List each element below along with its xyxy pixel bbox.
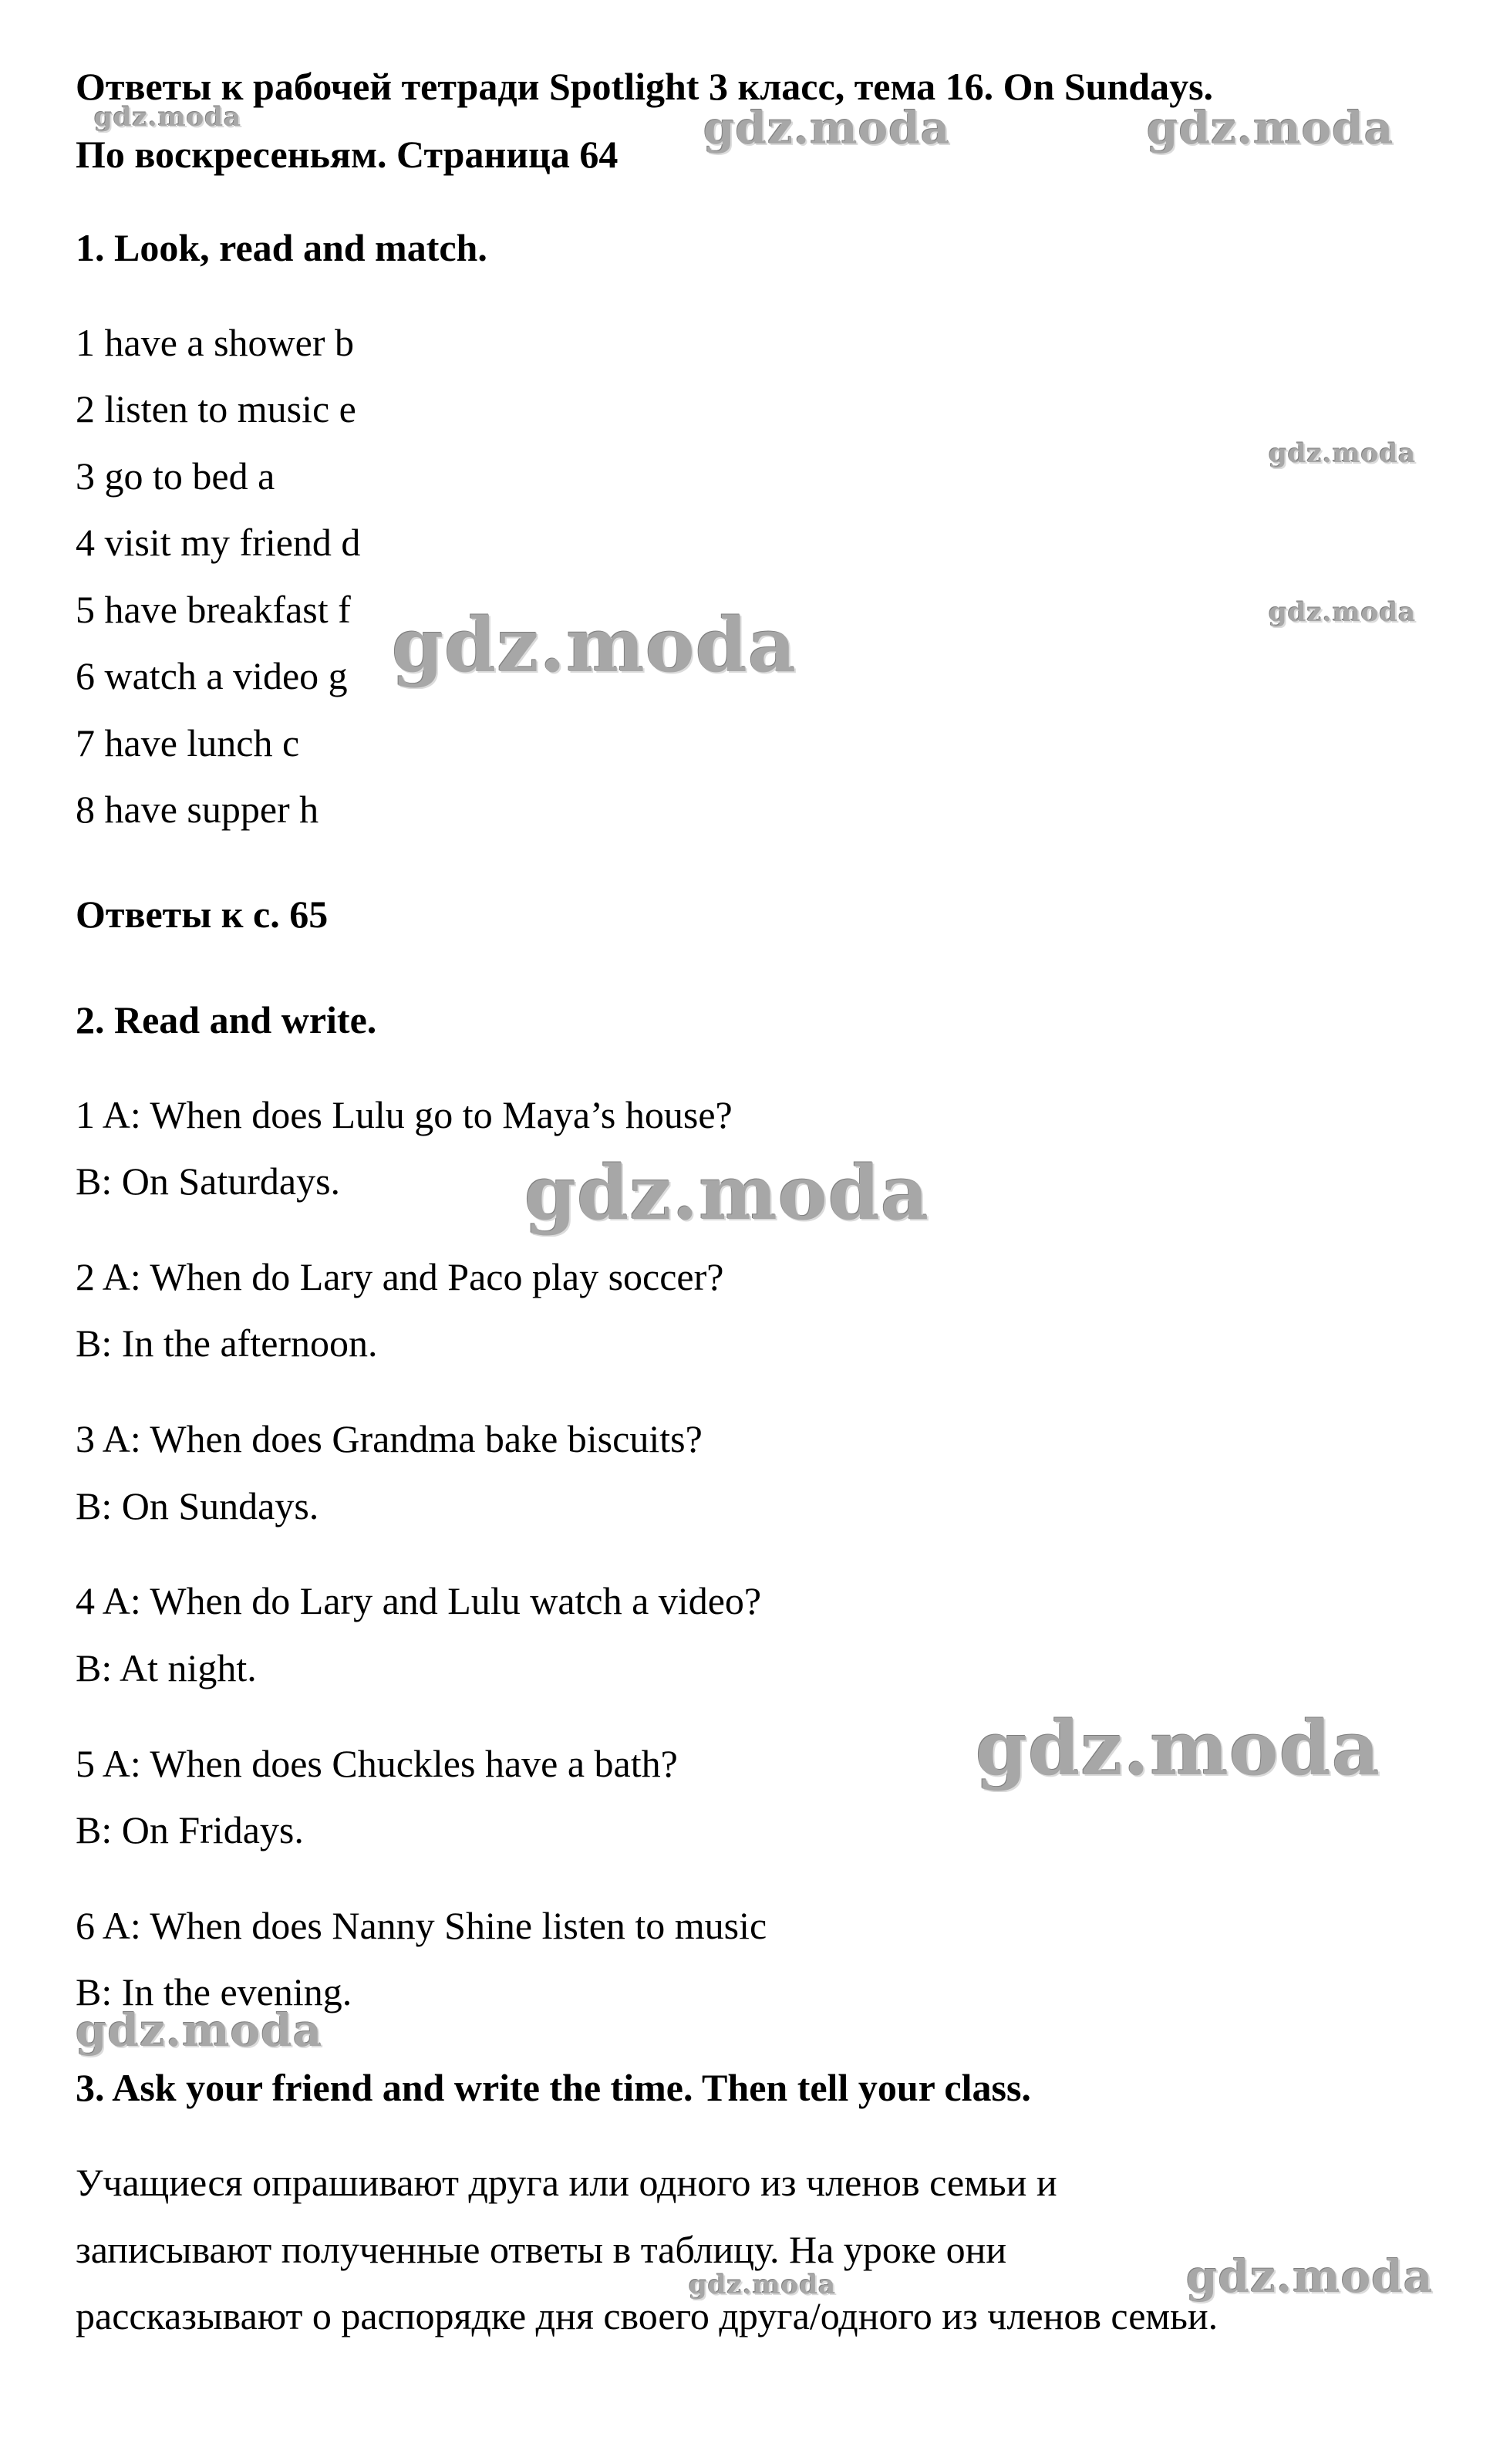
exercise-2-title: 2. Read and write. [76,998,377,1041]
dialogue-answer: B: In the afternoon. [76,1321,378,1365]
dialogue-answer: B: On Sundays. [76,1484,319,1527]
watermark: gdz.moda [689,2270,837,2300]
dialogue-answer: B: On Fridays. [76,1808,304,1851]
watermark: gdz.moda [976,1705,1381,1792]
exercise-3-text-line: рассказывают о распорядке дня своего друга/одного из членов семьи. [76,2294,1219,2337]
watermark: gdz.moda [1269,597,1417,628]
watermark: gdz.moda [392,602,797,689]
page-title-line-2: По воскресеньям. Страница 64 [76,133,619,176]
dialogue-question: 1 A: When does Lulu go to Maya’s house? [76,1093,733,1136]
dialogue-answer: B: On Saturdays. [76,1159,341,1203]
watermark: gdz.moda [524,1149,930,1237]
dialogue-answer: B: In the evening. [76,1970,352,2013]
watermark: gdz.moda [1147,102,1394,154]
exercise-1-item: 2 listen to music e [76,387,356,430]
exercise-1-item: 7 have lunch c [76,721,300,765]
page-title-line-1: Ответы к рабочей тетради Spotlight 3 класс, тема 16. On Sundays. [76,65,1214,108]
exercise-1-item: 4 visit my friend d [76,521,361,564]
exercise-3-title: 3. Ask your friend and write the time. Then tell your class. [76,2066,1031,2109]
watermark: gdz.moda [1269,438,1417,469]
exercise-1-item: 1 have a shower b [76,321,354,364]
watermark: gdz.moda [76,2004,323,2057]
dialogue-answer: B: At night. [76,1646,257,1689]
watermark: gdz.moda [703,102,951,154]
exercise-1-item: 5 have breakfast f [76,588,351,631]
dialogue-question: 3 A: When does Grandma bake biscuits? [76,1417,703,1460]
exercise-1-item: 6 watch a video g [76,654,348,697]
dialogue-question: 2 A: When do Lary and Paco play soccer? [76,1255,724,1298]
watermark: gdz.moda [94,102,242,133]
dialogue-question: 6 A: When does Nanny Shine listen to music [76,1904,767,1947]
dialogue-question: 4 A: When do Lary and Lulu watch a video? [76,1579,762,1622]
exercise-3-text-line: записывают полученные ответы в таблицу. На уроке они [76,2228,1007,2271]
exercise-1-item: 8 have supper h [76,788,319,831]
exercise-3-text-line: Учащиеся опрашивают друга или одного из членов семьи и [76,2161,1057,2204]
exercise-1-title: 1. Look, read and match. [76,226,487,269]
dialogue-question: 5 A: When does Chuckles have a bath? [76,1742,678,1785]
page-65-heading: Ответы к с. 65 [76,893,329,936]
exercise-1-item: 3 go to bed a [76,454,275,498]
watermark: gdz.moda [1186,2250,1434,2303]
